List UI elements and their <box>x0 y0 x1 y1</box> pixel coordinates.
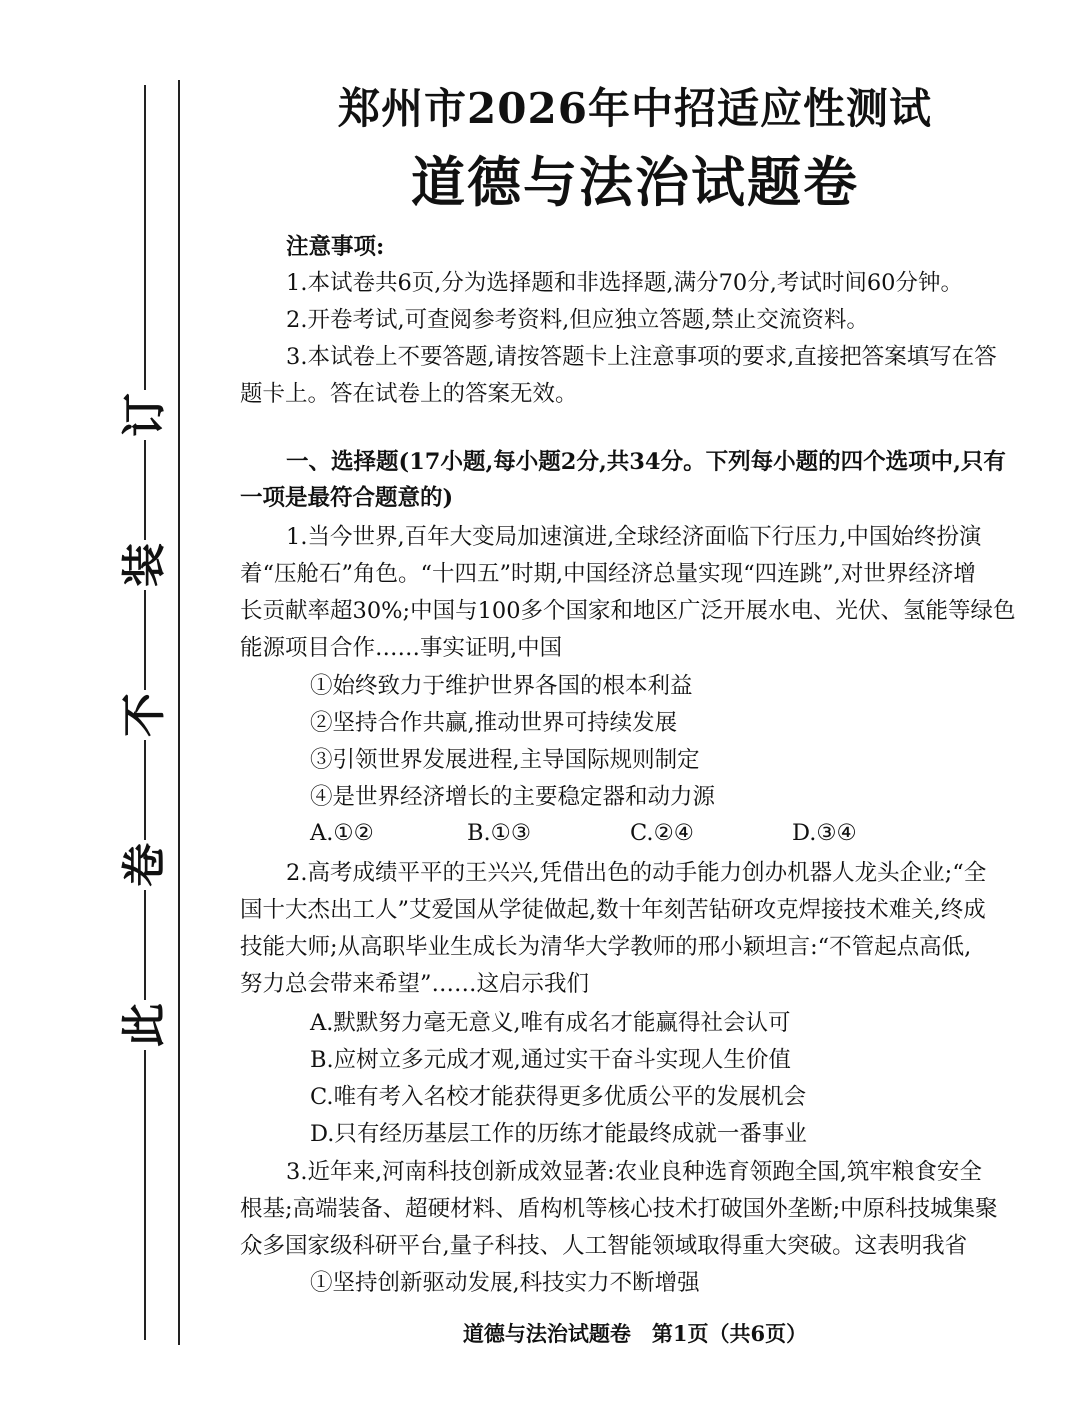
notice-item-3: 3.本试卷上不要答题,请按答题卡上注意事项的要求,直接把答案填写在答 <box>286 344 997 370</box>
section1-heading-line1: 一、选择题(17小题,每小题2分,共34分。下列每小题的四个选项中,只有 <box>286 449 1006 475</box>
notice-heading: 注意事项: <box>286 234 385 260</box>
q2-stem-line2: 国十大杰出工人”艾爱国从学徒做起,数十年刻苦钻研攻克焊接技术难关,终成 <box>240 897 986 923</box>
q1-stem-line3: 长贡献率超30%;中国与100多个国家和地区广泛开展水电、光伏、氢能等绿色 <box>240 598 1016 624</box>
q2-option-a: A.默默努力毫无意义,唯有成名才能赢得社会认可 <box>310 1010 791 1036</box>
binding-char-2: 卷 <box>120 840 170 890</box>
q3-stem-line2: 根基;高端装备、超硬材料、盾构机等核心技术打破国外垄断;中原科技城集聚 <box>240 1196 998 1222</box>
q1-stem-line1: 1.当今世界,百年大变局加速演进,全球经济面临下行压力,中国始终扮演 <box>286 524 982 550</box>
q1-option-c: C.②④ <box>630 820 694 846</box>
q2-option-d: D.只有经历基层工作的历练才能最终成就一番事业 <box>310 1121 807 1147</box>
q1-option-b: B.①③ <box>467 820 532 846</box>
q2-stem-line4: 努力总会带来希望”……这启示我们 <box>240 971 590 997</box>
binding-char-1: 此 <box>120 1000 170 1050</box>
binding-char-5: 订 <box>120 390 170 440</box>
q1-option-d: D.③④ <box>792 820 857 846</box>
q1-statement-3: ③引领世界发展进程,主导国际规则制定 <box>310 747 700 773</box>
q1-option-a: A.①② <box>310 820 374 846</box>
binding-line-inner <box>178 80 180 1345</box>
notice-item-1: 1.本试卷共6页,分为选择题和非选择题,满分70分,考试时间60分钟。 <box>286 270 964 296</box>
q2-option-b: B.应树立多元成才观,通过实干奋斗实现人生价值 <box>310 1047 791 1073</box>
q1-statement-4: ④是世界经济增长的主要稳定器和动力源 <box>310 784 716 810</box>
binding-char-4: 装 <box>120 540 170 590</box>
q2-stem-line3: 技能大师;从高职毕业生成长为清华大学教师的邢小颖坦言:“不管起点高低, <box>240 934 972 960</box>
q1-statement-1: ①始终致力于维护世界各国的根本利益 <box>310 673 693 699</box>
q2-option-c: C.唯有考入名校才能获得更多优质公平的发展机会 <box>310 1084 807 1110</box>
q1-stem-line2: 着“压舱石”角色。“十四五”时期,中国经济总量实现“四连跳”,对世界经济增 <box>240 561 976 587</box>
notice-item-3-cont: 题卡上。答在试卷上的答案无效。 <box>240 381 578 407</box>
exam-title: 郑州市2026年中招适应性测试 <box>338 84 932 133</box>
q2-stem-line1: 2.高考成绩平平的王兴兴,凭借出色的动手能力创办机器人龙头企业;“全 <box>286 860 987 886</box>
exam-subtitle: 道德与法治试题卷 <box>411 150 859 214</box>
section1-heading-line2: 一项是最符合题意的) <box>240 485 454 511</box>
q3-stem-line3: 众多国家级科研平台,量子科技、人工智能领域取得重大突破。这表明我省 <box>240 1233 968 1259</box>
q3-statement-1: ①坚持创新驱动发展,科技实力不断增强 <box>310 1270 700 1296</box>
q3-stem-line1: 3.近年来,河南科技创新成效显著:农业良种选育领跑全国,筑牢粮食安全 <box>286 1159 982 1185</box>
q1-statement-2: ②坚持合作共赢,推动世界可持续发展 <box>310 710 678 736</box>
q1-stem-line4: 能源项目合作……事实证明,中国 <box>240 635 563 661</box>
binding-char-3: 不 <box>120 690 170 740</box>
page-footer: 道德与法治试题卷 第1页（共6页） <box>462 1321 808 1346</box>
notice-item-2: 2.开卷考试,可查阅参考资料,但应独立答题,禁止交流资料。 <box>286 307 869 333</box>
